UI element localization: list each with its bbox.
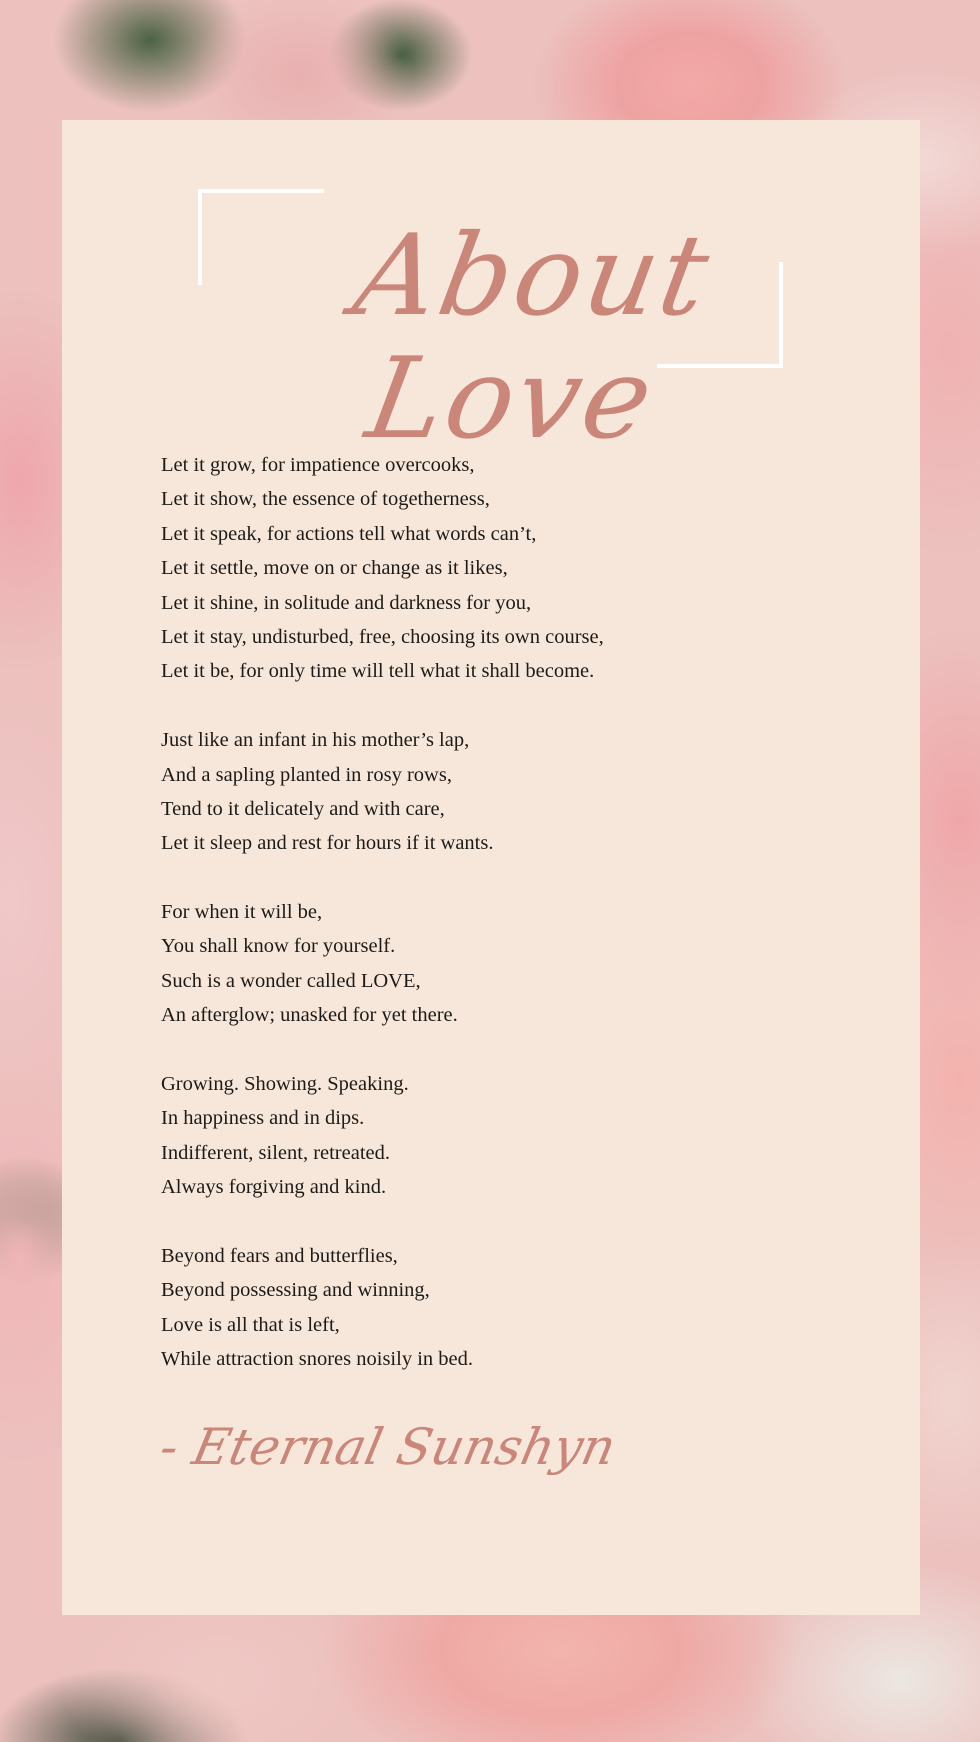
poem-line: Let it be, for only time will tell what it shall become. (161, 660, 595, 683)
poem-line: Indifferent, silent, retreated. (161, 1141, 391, 1164)
poem-title: About Love (345, 211, 721, 465)
stanza (161, 895, 861, 1033)
stanza (161, 1239, 861, 1377)
poem-line: Let it grow, for impatience overcooks, (161, 454, 475, 476)
poem-line: An afterglow; unasked for yet there. (161, 1004, 458, 1027)
poem-line: Let it sleep and rest for hours if it wants. (161, 832, 494, 855)
poem-line: Growing. Showing. Speaking. (161, 1073, 409, 1096)
poem-line: In happiness and in dips. (161, 1107, 365, 1130)
stanza (161, 723, 861, 861)
poem-line: Always forgiving and kind. (161, 1176, 387, 1199)
poem-line: For when it will be, (161, 901, 323, 924)
stanza (161, 448, 861, 689)
poem-line: Tend to it delicately and with care, (161, 797, 445, 820)
poem-line: And a sapling planted in rosy rows, (161, 763, 452, 786)
poem-line: Let it settle, move on or change as it likes, (161, 557, 508, 580)
author-signature: - Eternal Sunshyn (154, 1418, 621, 1476)
poem-line: You shall know for yourself. (161, 935, 396, 958)
poem-line: Just like an infant in his mother’s lap, (161, 729, 470, 752)
poem-line: Let it speak, for actions tell what words can’t, (161, 522, 537, 545)
stanza (161, 1067, 861, 1205)
poem-line: While attraction snores noisily in bed. (161, 1348, 473, 1371)
poem-line: Love is all that is left, (161, 1313, 340, 1336)
poem-body (161, 448, 861, 1411)
poem-line: Beyond possessing and winning, (161, 1279, 430, 1302)
poem-card (62, 120, 920, 1615)
poem-line: Let it show, the essence of togetherness, (161, 488, 490, 511)
poem-line: Such is a wonder called LOVE, (161, 969, 421, 992)
poem-line: Beyond fears and butterflies, (161, 1244, 398, 1267)
poem-line: Let it shine, in solitude and darkness for you, (161, 591, 532, 614)
poem-line: Let it stay, undisturbed, free, choosing its own course, (161, 625, 604, 648)
